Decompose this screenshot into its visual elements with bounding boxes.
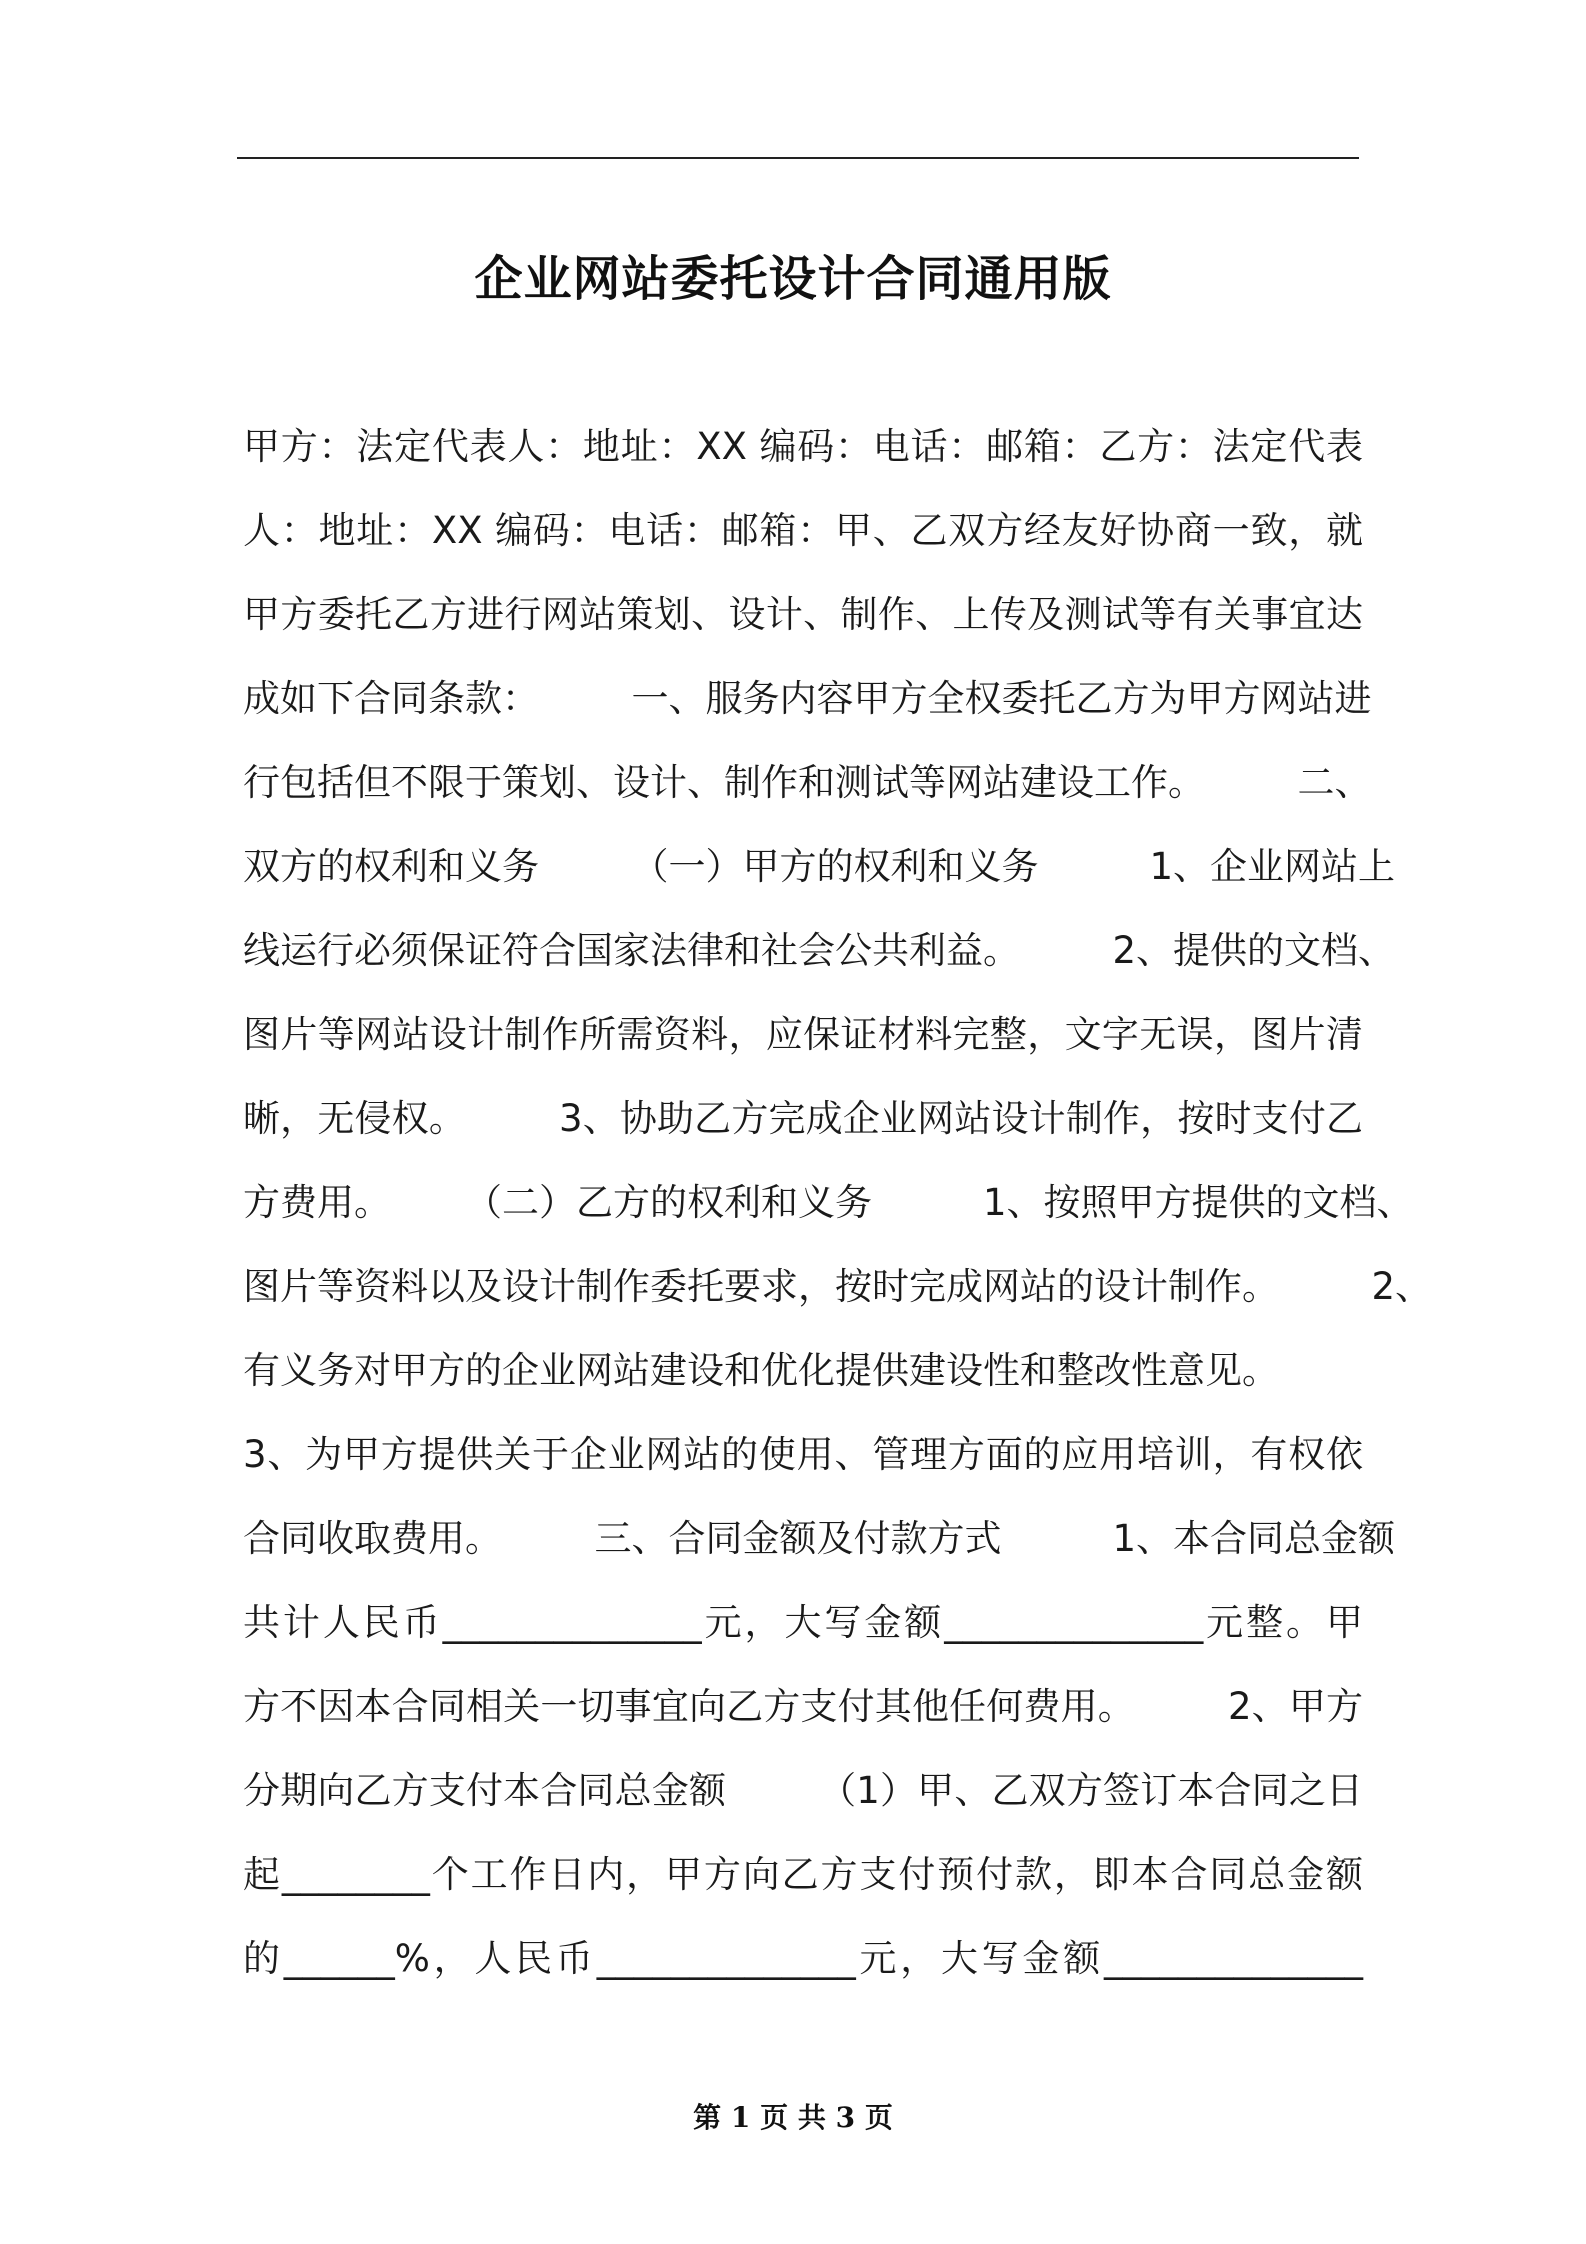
page-number: 第 1 页 共 3 页 xyxy=(693,2101,893,2134)
body-line: 的______%，人民币______________元，大写金额______________ xyxy=(243,1937,1363,1980)
body-line: 起________个工作日内，甲方向乙方支付预付款，即本合同总金额 xyxy=(243,1853,1363,1896)
body-line: 甲方：法定代表人：地址：XX 编码：电话：邮箱：乙方：法定代表 xyxy=(243,425,1363,468)
body-line: 有义务对甲方的企业网站建设和优化提供建设性和整改性意见。 xyxy=(243,1349,1279,1392)
body-line: 线运行必须保证符合国家法律和社会公共利益。 2、提供的文档、 xyxy=(243,929,1396,972)
body-line: 图片等资料以及设计制作委托要求，按时完成网站的设计制作。 2、 xyxy=(243,1265,1433,1308)
body-line: 双方的权利和义务 （一）甲方的权利和义务 1、企业网站上 xyxy=(243,845,1396,888)
body-line: 合同收取费用。 三、合同金额及付款方式 1、本合同总金额 xyxy=(243,1517,1396,1560)
document-title: 企业网站委托设计合同通用版 xyxy=(474,251,1112,308)
body-line: 方不因本合同相关一切事宜向乙方支付其他任何费用。 2、甲方 xyxy=(243,1685,1363,1728)
body-line: 共计人民币______________元，大写金额______________元整。甲 xyxy=(243,1601,1363,1644)
body-line: 3、为甲方提供关于企业网站的使用、管理方面的应用培训，有权依 xyxy=(243,1433,1363,1476)
body-line: 行包括但不限于策划、设计、制作和测试等网站建设工作。 二、 xyxy=(243,761,1372,804)
body-line: 成如下合同条款： 一、服务内容甲方全权委托乙方为甲方网站进 xyxy=(243,677,1372,720)
document-body xyxy=(243,405,1433,2001)
body-line: 人：地址：XX 编码：电话：邮箱：甲、乙双方经友好协商一致，就 xyxy=(243,509,1363,552)
body-line: 晰，无侵权。 3、协助乙方完成企业网站设计制作，按时支付乙 xyxy=(243,1097,1363,1140)
body-line: 图片等网站设计制作所需资料，应保证材料完整，文字无误，图片清 xyxy=(243,1013,1363,1056)
body-line: 甲方委托乙方进行网站策划、设计、制作、上传及测试等有关事宜达 xyxy=(243,593,1363,636)
body-line: 分期向乙方支付本合同总金额 （1）甲、乙双方签订本合同之日 xyxy=(243,1769,1363,1812)
body-line: 方费用。 （二）乙方的权利和义务 1、按照甲方提供的文档、 xyxy=(243,1181,1414,1224)
header-rule xyxy=(237,157,1359,159)
